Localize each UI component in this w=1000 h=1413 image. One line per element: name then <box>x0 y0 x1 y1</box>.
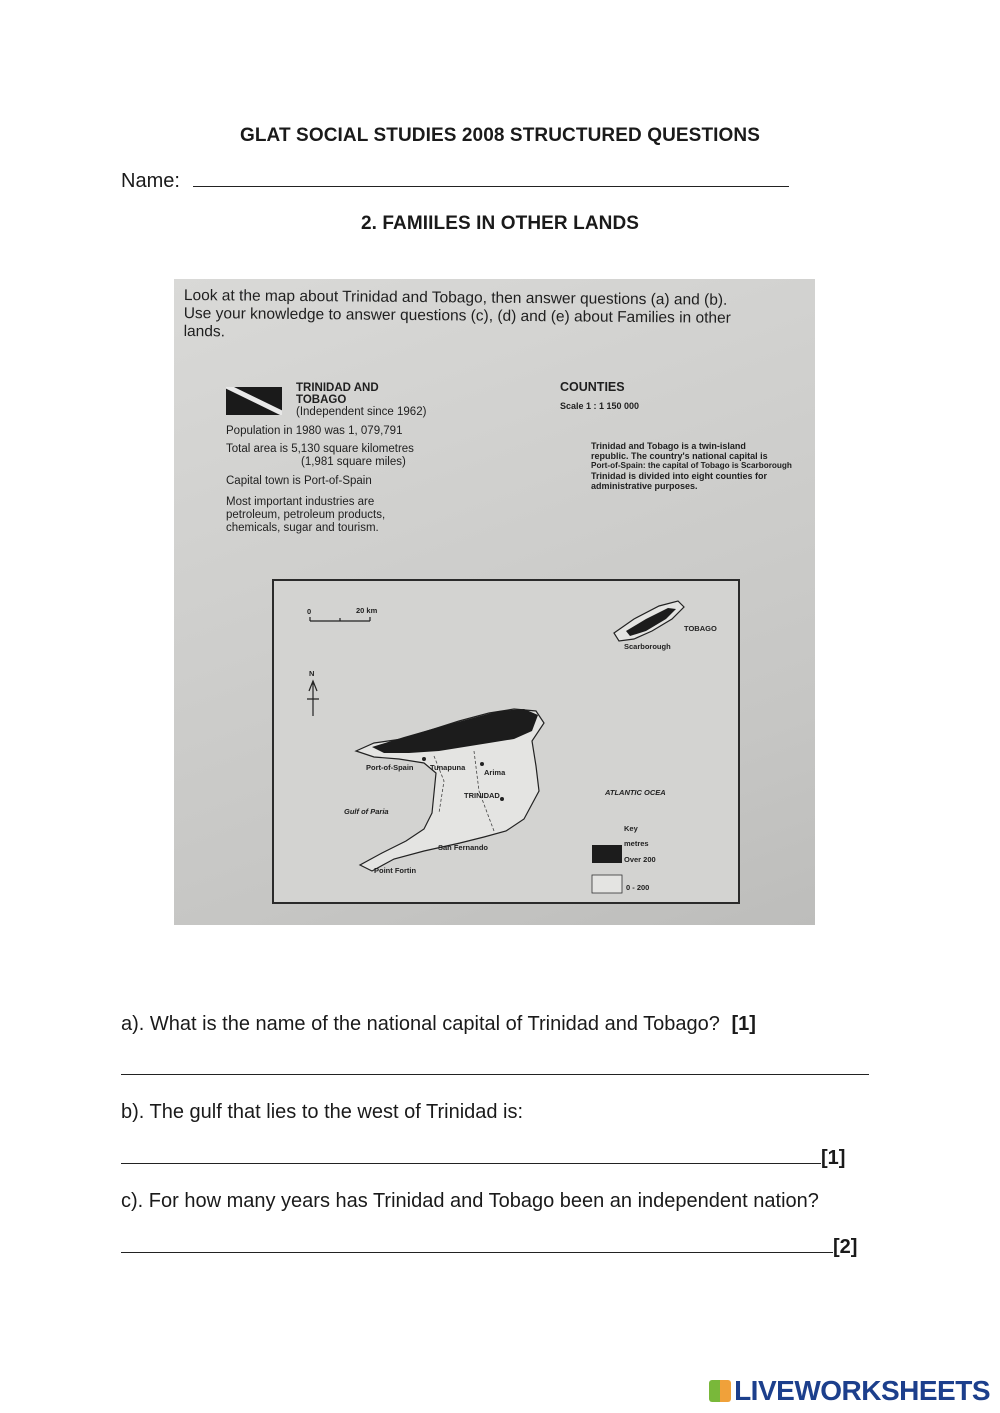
question-a-marks: [1] <box>731 1013 756 1035</box>
name-row <box>121 168 789 193</box>
question-a-text: a). What is the name of the national capital of Trinidad and Tobago? <box>121 1013 720 1035</box>
trinidad-flag-icon <box>226 387 282 415</box>
gulf-of-paria-label: Gulf of Paria <box>344 807 389 816</box>
scarborough-label: Scarborough <box>624 642 671 651</box>
industries-line-1: Most important industries are <box>226 496 375 508</box>
trinidad-tobago-map <box>272 579 740 904</box>
intro-line-3: lands. <box>183 322 226 341</box>
question-a <box>121 1013 756 1036</box>
name-label: Name: <box>121 170 180 192</box>
answer-c-row <box>121 1234 857 1259</box>
tunapuna-label: Tunapuna <box>430 763 466 772</box>
question-b-marks: [1] <box>821 1147 846 1169</box>
flag-title-1: TRINIDAD AND <box>296 382 379 394</box>
liveworksheets-badge-icon <box>709 1380 731 1402</box>
capital-text: Capital town is Port-of-Spain <box>226 475 372 487</box>
name-answer-line[interactable] <box>193 168 789 187</box>
question-c-marks: [2] <box>833 1236 858 1258</box>
answer-c-line[interactable] <box>121 1234 833 1253</box>
republic-note-2: republic. The country's national capital is <box>591 451 768 461</box>
port-of-spain-dot <box>422 757 426 761</box>
atlantic-ocean-label: ATLANTIC OCEA <box>605 788 666 797</box>
map-photo <box>174 279 815 925</box>
key-over-200-swatch <box>592 845 622 863</box>
question-c <box>121 1190 819 1213</box>
counties-title: COUNTIES <box>560 380 625 394</box>
independence-text: (Independent since 1962) <box>296 406 427 418</box>
scale-text: Scale 1 : 1 150 000 <box>560 401 640 411</box>
key-label: Key <box>624 824 638 833</box>
north-label: N <box>309 669 315 678</box>
port-of-spain-label: Port-of-Spain <box>366 763 414 772</box>
question-b <box>121 1101 523 1124</box>
area-text-1: Total area is 5,130 square kilometres <box>226 443 414 455</box>
scale-km-label: 20 km <box>356 606 378 615</box>
question-c-text: c). For how many years has Trinidad and Tobago been an independent nation? <box>121 1190 819 1212</box>
section-title: 2. FAMIILES IN OTHER LANDS <box>360 213 640 234</box>
answer-b-row <box>121 1145 845 1170</box>
arima-label: Arima <box>484 768 506 777</box>
arima-dot <box>480 762 484 766</box>
republic-note-3: Port-of-Spain: the capital of Tobago is Scarborough <box>591 461 792 470</box>
liveworksheets-logo-text: LIVEWORKSHEETS <box>734 1375 990 1406</box>
scale-zero-label: 0 <box>307 607 312 616</box>
answer-a-row <box>121 1056 869 1081</box>
map-intro <box>184 287 732 346</box>
trinidad-dot <box>500 797 504 801</box>
population-text: Population in 1980 was 1, 079,791 <box>226 425 403 437</box>
republic-note-4: Trinidad is divided into eight counties for <box>591 471 768 481</box>
key-0-200-swatch <box>592 875 622 893</box>
republic-note-1: Trinidad and Tobago is a twin-island <box>591 441 746 451</box>
scale-bar <box>310 617 370 621</box>
answer-a-line[interactable] <box>121 1056 869 1075</box>
intro-line-1: Look at the map about Trinidad and Tobago, then answer questions (a) and (b). <box>183 287 728 309</box>
republic-note-5: administrative purposes. <box>591 481 698 491</box>
area-text-2: (1,981 square miles) <box>301 456 406 468</box>
zero-200-label: 0 - 200 <box>626 883 650 892</box>
trinidad-label: TRINIDAD <box>464 791 500 800</box>
tobago-label: TOBAGO <box>684 624 717 633</box>
industries-line-2: petroleum, petroleum products, <box>226 509 386 521</box>
question-b-text: b). The gulf that lies to the west of Trinidad is: <box>121 1101 524 1123</box>
worksheet-title: GLAT SOCIAL STUDIES 2008 STRUCTURED QUESTIONS <box>239 125 761 146</box>
intro-line-2: Use your knowledge to answer questions (c), (d) and (e) about Families in other <box>183 304 731 327</box>
north-arrow <box>307 681 319 716</box>
san-fernando-label: San Fernando <box>438 843 489 852</box>
point-fortin-label: Point Fortin <box>374 866 417 875</box>
industries-line-3: chemicals, sugar and tourism. <box>226 522 379 534</box>
flag-title-2: TOBAGO <box>296 394 347 406</box>
metres-label: metres <box>624 839 649 848</box>
liveworksheets-logo <box>709 1375 990 1407</box>
over-200-label: Over 200 <box>624 855 656 864</box>
map-drawing <box>274 581 738 902</box>
answer-b-line[interactable] <box>121 1145 821 1164</box>
